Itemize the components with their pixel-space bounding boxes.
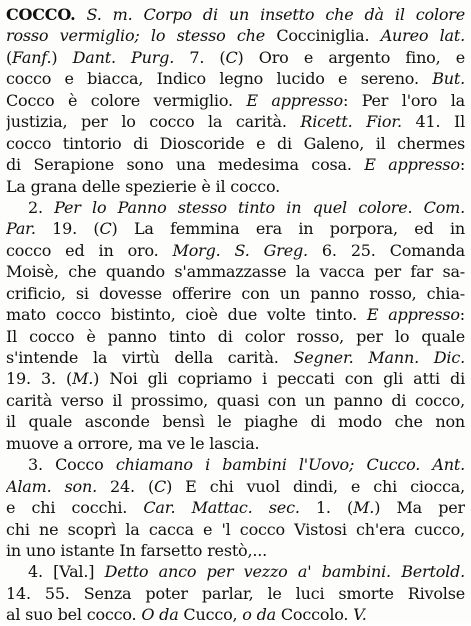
text-run: mato cocco bistinto, cioè due volte tinto. (6, 305, 367, 325)
text-run (76, 5, 87, 24)
text-run: Moisè, che quando s'ammazzasse la vacca per far sa- (6, 262, 465, 282)
text-run: 24. ( (96, 476, 155, 496)
italic-text: Morg. S. Greg. (172, 240, 308, 260)
text-run: ) (51, 47, 73, 67)
text-line-l03 (6, 47, 465, 68)
italic-text: Car. Mattac. sec. (143, 498, 300, 518)
text-run: cocco tintorio di Dioscoride e di Galeno, il chermes (6, 133, 465, 153)
text-line-l25 (6, 519, 465, 540)
italic-text: S. m. Corpo di un insetto che dà il colore (86, 5, 465, 24)
italic-text: M. (72, 369, 94, 389)
italic-text: Per lo Panno stesso tinto in quel colore. Com. (54, 197, 465, 217)
text-run: 4. [Val.] (28, 562, 105, 582)
text-run: di Serapione sono una medesima cosa. (6, 155, 365, 175)
italic-text: Aureo lat. (380, 26, 465, 46)
italic-text: E appresso (246, 90, 343, 110)
italic-text: Segner. Mann. Dic. (293, 348, 465, 367)
text-line-l08 (6, 154, 465, 175)
italic-text: o da (242, 605, 276, 625)
italic-text: Dant. Purg. (72, 47, 175, 67)
text-run: ) E chi vuol dindi, e chi ciocca, (166, 476, 465, 496)
italic-text: O da (141, 605, 179, 625)
text-run: 19. 3. ( (6, 369, 73, 389)
text-run: s'intende la virtù della carità. (6, 348, 294, 367)
text-line-l04 (6, 68, 465, 89)
text-run: : (459, 305, 465, 325)
text-line-l10 (6, 197, 465, 218)
italic-text: V. (353, 605, 367, 625)
italic-text: rosso vermiglio; lo stesso che (6, 26, 266, 46)
text-run: Cocciniglia. (265, 26, 381, 46)
text-run: 2. (28, 197, 55, 217)
text-line-l20 (6, 411, 465, 432)
text-line-l06 (6, 111, 465, 132)
text-run: Il cocco è panno tinto di color rosso, per lo quale (6, 326, 465, 346)
italic-text: Par. (6, 219, 36, 239)
text-line-l23 (6, 476, 465, 497)
headword: COCCO. (6, 5, 76, 24)
text-line-l22 (6, 454, 465, 475)
italic-text: M. (353, 498, 375, 518)
italic-text: C (154, 476, 167, 496)
text-run: al suo bel cocco. (6, 605, 142, 625)
text-run: in uno istante In farsetto restò,... (6, 540, 268, 560)
text-line-l05 (6, 90, 465, 111)
text-line-l17 (6, 347, 465, 368)
text-line-l29 (6, 604, 465, 625)
text-line-l09 (6, 176, 465, 197)
italic-text: chiamano i bambini l'Uovo; Cucco. Ant. (115, 455, 465, 475)
text-run: 6. 25. Comanda (307, 240, 465, 260)
text-line-l02 (6, 25, 465, 46)
text-run: 19. ( (35, 219, 100, 239)
text-run: justizia, per lo cocco la carità. (6, 112, 301, 132)
text-line-l27 (6, 561, 465, 582)
text-line-l07 (6, 133, 465, 154)
italic-text: Detto anco per vezzo a' bambini. Bertold. (104, 562, 465, 582)
text-run: Cucco, (178, 605, 243, 625)
text-run: : (459, 155, 465, 175)
italic-text: Alam. son. (6, 476, 97, 496)
text-line-l18 (6, 368, 465, 389)
text-line-l21 (6, 433, 465, 454)
text-run: 3. Cocco (28, 455, 116, 475)
text-run: Coccolo. (276, 605, 354, 625)
text-run: 14. 55. Senza poter parlar, le luci smorte Rivolse (6, 583, 465, 603)
text-line-l01 (6, 4, 465, 25)
text-run: Cocco è colore vermiglio. (6, 90, 247, 110)
text-line-l26 (6, 540, 465, 561)
text-run: ) Noi gli copriamo i peccati con gli atti di (93, 369, 465, 389)
text-run: cocco e biacca, Indico legno lucido e sereno. (6, 69, 433, 89)
text-line-l11 (6, 218, 465, 239)
text-run: crificio, si dovesse offerire con un panno rosso, chia- (6, 283, 465, 303)
text-run: 7. ( (174, 47, 226, 67)
text-line-l15 (6, 304, 465, 325)
text-line-l19 (6, 390, 465, 411)
text-line-l24 (6, 497, 465, 518)
text-run: 1. ( (299, 498, 354, 518)
text-run: : Per l'oro la (342, 90, 465, 110)
text-run: ) Ma per (374, 498, 465, 518)
text-run: 41. Il (401, 112, 465, 132)
dictionary-entry-cocco (6, 4, 465, 626)
italic-text: C (225, 47, 238, 67)
text-run: cocco ed in oro. (6, 240, 173, 260)
text-line-l16 (6, 326, 465, 347)
italic-text: E appresso (364, 155, 460, 175)
italic-text: Ricett. Fior. (300, 112, 402, 132)
text-run: ) La femmina era in porpora, ed in (111, 219, 465, 239)
text-line-l12 (6, 240, 465, 261)
italic-text: E appresso (366, 305, 460, 325)
text-run: e chi cocchi. (6, 498, 144, 518)
text-run: muove a orrore, ma ve le lascia. (6, 433, 260, 453)
text-line-l13 (6, 261, 465, 282)
text-run: ) Oro e argento fino, e (237, 47, 465, 67)
italic-text: Fanf. (12, 47, 52, 67)
italic-text: C (99, 219, 112, 239)
text-run: il quale asconde bensì le piaghe di modo che non (6, 412, 465, 432)
text-run: carità verso il prossimo, quasi con un panno di cocco, (6, 390, 465, 410)
text-run: ( (6, 47, 13, 67)
text-line-l14 (6, 283, 465, 304)
text-run: La grana delle spezierie è il cocco. (6, 176, 280, 196)
italic-text: But. (432, 69, 465, 89)
text-line-l28 (6, 583, 465, 604)
text-run: chi ne scoprì la cacca e 'l cocco Vistosi ch'era cucco, (6, 519, 465, 539)
